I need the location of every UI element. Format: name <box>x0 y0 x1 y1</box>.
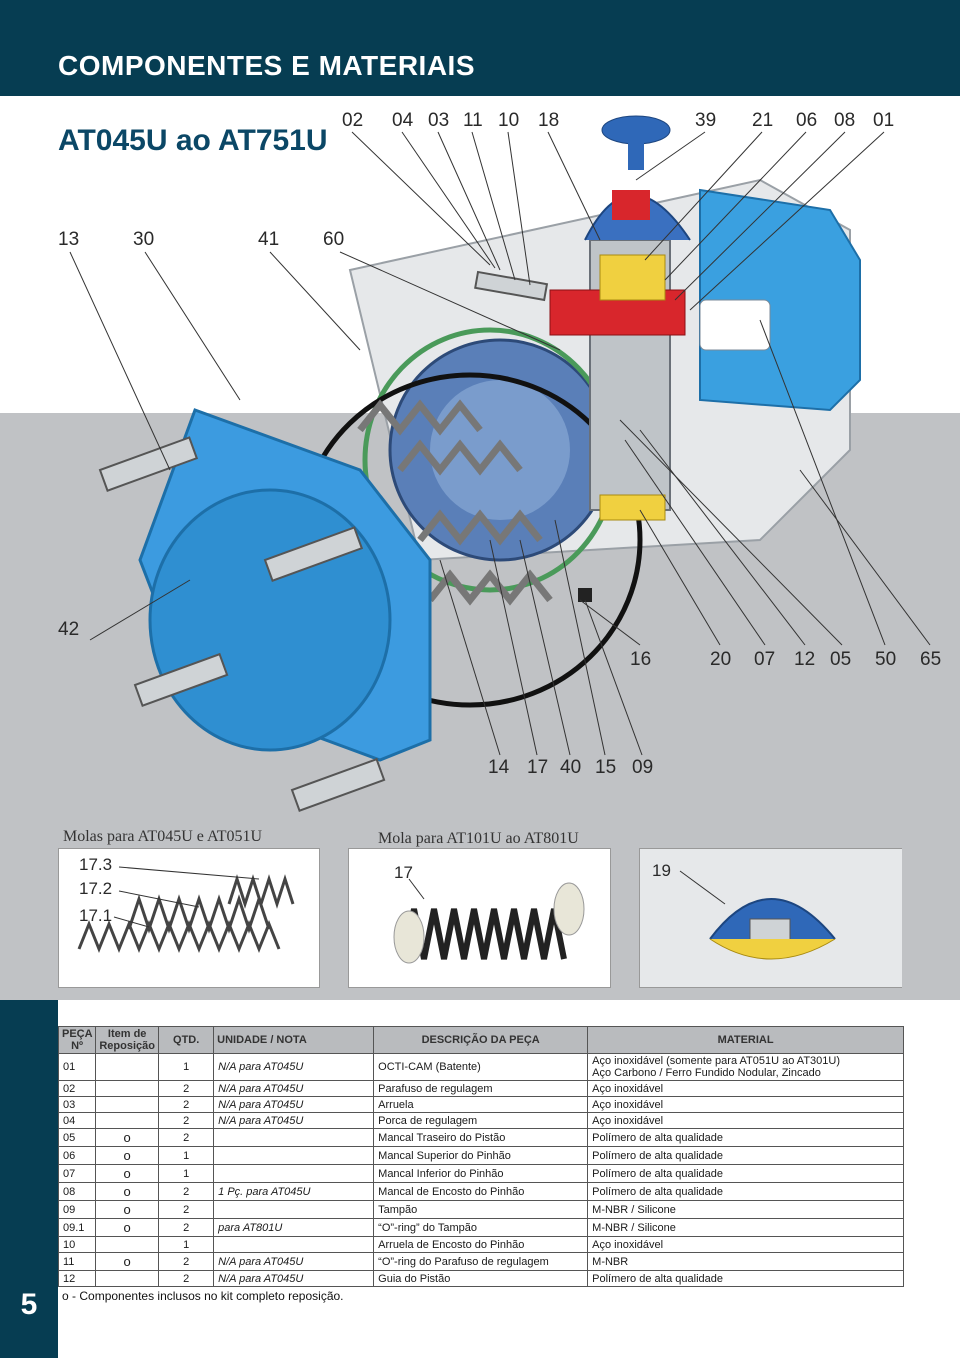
cell-peca: 06 <box>59 1147 96 1165</box>
table-row <box>59 1183 904 1201</box>
cell-nota <box>214 1129 374 1147</box>
cell-descricao: Arruela de Encosto do Pinhão <box>374 1237 588 1253</box>
material-line: Polímero de alta qualidade <box>592 1167 724 1180</box>
col-qtd: QTD. <box>159 1027 214 1054</box>
cell-nota: N/A para AT045U <box>214 1271 374 1287</box>
cell-material <box>588 1237 904 1253</box>
spring-label-17-1: 17.1 <box>79 906 113 925</box>
material-line: Polímero de alta qualidade <box>592 1272 724 1285</box>
spring-label-17: 17 <box>394 863 413 882</box>
cell-qtd: 2 <box>159 1113 214 1129</box>
cell-reposicao <box>96 1271 159 1287</box>
cell-peca: 10 <box>59 1237 96 1253</box>
cell-reposicao: o <box>96 1129 159 1147</box>
footnote <box>62 1289 344 1303</box>
cell-material <box>588 1081 904 1097</box>
callout-04: 04 <box>392 110 414 131</box>
callout-12: 12 <box>794 649 816 670</box>
cell-peca: 04 <box>59 1113 96 1129</box>
cell-qtd: 1 <box>159 1165 214 1183</box>
pinion-bearing-upper <box>600 255 665 300</box>
cell-reposicao: o <box>96 1165 159 1183</box>
spring-caption-large: Mola para AT101U ao AT801U <box>378 830 579 847</box>
footnote-symbol: o <box>62 1289 69 1303</box>
table-row <box>59 1219 904 1237</box>
cell-peca: 03 <box>59 1097 96 1113</box>
cell-reposicao: o <box>96 1147 159 1165</box>
spring-caption-small: Molas para AT045U e AT051U <box>63 828 263 845</box>
cell-material <box>588 1129 904 1147</box>
material-line: Polímero de alta qualidade <box>592 1185 724 1198</box>
cell-peca: 12 <box>59 1271 96 1287</box>
callout-13: 13 <box>58 229 80 250</box>
cell-descricao: Tampão <box>374 1201 588 1219</box>
material-line: Aço inoxidável (somente para AT051U ao AT301U) <box>592 1055 840 1067</box>
material-line: Polímero de alta qualidade <box>592 1149 724 1162</box>
cell-reposicao: o <box>96 1183 159 1201</box>
callout-17: 17 <box>527 757 549 778</box>
cell-peca: 05 <box>59 1129 96 1147</box>
model-range-title: AT045U ao AT751U <box>58 124 328 157</box>
table-row <box>59 1129 904 1147</box>
cell-descricao: “O”-ring do Parafuso de regulagem <box>374 1253 588 1271</box>
inset-detail <box>639 848 902 988</box>
material-line: Aço inoxidável <box>592 1082 664 1095</box>
table-row <box>59 1097 904 1113</box>
material-line: M-NBR / Silicone <box>592 1221 676 1234</box>
detail-label-19: 19 <box>652 861 671 880</box>
col-item: Item de Reposição <box>96 1027 159 1054</box>
cell-peca: 07 <box>59 1165 96 1183</box>
callout-40: 40 <box>560 757 582 778</box>
table-row <box>59 1201 904 1219</box>
indicator-cap <box>612 190 650 220</box>
table-row <box>59 1054 904 1081</box>
cell-reposicao <box>96 1097 159 1113</box>
cell-descricao: Porca de regulagem <box>374 1113 588 1129</box>
material-line: Aço inoxidável <box>592 1238 664 1251</box>
callout-02: 02 <box>342 110 364 131</box>
cell-nota <box>214 1165 374 1183</box>
cell-nota: 1 Pç. para AT045U <box>214 1183 374 1201</box>
cell-nota: N/A para AT045U <box>214 1054 374 1081</box>
cell-qtd: 2 <box>159 1219 214 1237</box>
cell-nota: N/A para AT045U <box>214 1113 374 1129</box>
cell-peca: 01 <box>59 1054 96 1081</box>
cell-nota: para AT801U <box>214 1219 374 1237</box>
cell-material <box>588 1219 904 1237</box>
cell-descricao: Mancal Inferior do Pinhão <box>374 1165 588 1183</box>
callout-09: 09 <box>632 757 654 778</box>
col-nota: UNIDADE / NOTA <box>214 1027 374 1054</box>
cell-nota <box>214 1237 374 1253</box>
callout-21: 21 <box>752 110 774 131</box>
col-peca: PEÇA Nº <box>59 1027 96 1054</box>
cell-material <box>588 1253 904 1271</box>
cell-reposicao: o <box>96 1201 159 1219</box>
page-title: COMPONENTES E MATERIAIS <box>58 50 476 81</box>
col-descricao: DESCRIÇÃO DA PEÇA <box>374 1027 588 1054</box>
callout-16: 16 <box>630 649 652 670</box>
callout-11: 11 <box>463 110 483 131</box>
callout-39: 39 <box>695 110 717 131</box>
callout-18: 18 <box>538 110 560 131</box>
table-row <box>59 1271 904 1287</box>
table-row <box>59 1147 904 1165</box>
cell-qtd: 2 <box>159 1097 214 1113</box>
material-line: M-NBR / Silicone <box>592 1203 676 1216</box>
table-row <box>59 1253 904 1271</box>
cell-material <box>588 1113 904 1129</box>
material-line: Aço Carbono / Ferro Fundido Nodular, Zincado <box>592 1067 821 1079</box>
inset-large-spring <box>348 848 611 988</box>
table-header-row <box>59 1027 904 1054</box>
cell-material <box>588 1054 904 1081</box>
page-number: 5 <box>0 1268 58 1358</box>
cell-reposicao <box>96 1054 159 1081</box>
cell-qtd: 1 <box>159 1147 214 1165</box>
cell-reposicao <box>96 1113 159 1129</box>
cell-qtd: 2 <box>159 1253 214 1271</box>
indicator-stem <box>628 140 644 170</box>
callout-65: 65 <box>920 649 942 670</box>
material-line: Aço inoxidável <box>592 1114 664 1127</box>
cell-nota: N/A para AT045U <box>214 1081 374 1097</box>
cell-nota: N/A para AT045U <box>214 1097 374 1113</box>
cell-descricao: Mancal Traseiro do Pistão <box>374 1129 588 1147</box>
cell-descricao: Guia do Pistão <box>374 1271 588 1287</box>
cell-qtd: 1 <box>159 1054 214 1081</box>
cell-material <box>588 1147 904 1165</box>
cell-peca: 09.1 <box>59 1219 96 1237</box>
cell-reposicao <box>96 1237 159 1253</box>
cell-qtd: 2 <box>159 1271 214 1287</box>
cell-reposicao: o <box>96 1219 159 1237</box>
cell-qtd: 2 <box>159 1201 214 1219</box>
cell-peca: 11 <box>59 1253 96 1271</box>
cell-descricao: Mancal de Encosto do Pinhão <box>374 1183 588 1201</box>
cell-peca: 08 <box>59 1183 96 1201</box>
spring-label-17-3: 17.3 <box>79 855 113 874</box>
callout-42: 42 <box>58 619 80 640</box>
callout-08: 08 <box>834 110 856 131</box>
brand-label-plate <box>700 300 770 350</box>
inset-small-springs <box>58 848 320 988</box>
cell-qtd: 2 <box>159 1081 214 1097</box>
footnote-text: - Componentes inclusos no kit completo reposição. <box>72 1289 344 1303</box>
cell-nota <box>214 1147 374 1165</box>
callout-05: 05 <box>830 649 852 670</box>
cell-reposicao <box>96 1081 159 1097</box>
cell-material <box>588 1183 904 1201</box>
material-line: M-NBR <box>592 1255 629 1268</box>
cell-descricao: “O”-ring” do Tampão <box>374 1219 588 1237</box>
cell-material <box>588 1271 904 1287</box>
cell-peca: 02 <box>59 1081 96 1097</box>
detail-indicator-drawing <box>640 849 902 987</box>
cell-descricao: Mancal Superior do Pinhão <box>374 1147 588 1165</box>
col-material: MATERIAL <box>588 1027 904 1054</box>
cell-qtd: 2 <box>159 1129 214 1147</box>
cell-reposicao: o <box>96 1253 159 1271</box>
spring-label-17-2: 17.2 <box>79 879 113 898</box>
callout-30: 30 <box>133 229 155 250</box>
cell-material <box>588 1165 904 1183</box>
callout-41: 41 <box>258 229 280 250</box>
callout-20: 20 <box>710 649 732 670</box>
cell-nota <box>214 1201 374 1219</box>
callout-06: 06 <box>796 110 818 131</box>
cell-material <box>588 1201 904 1219</box>
callout-60: 60 <box>323 229 345 250</box>
callout-50: 50 <box>875 649 897 670</box>
callout-07: 07 <box>754 649 776 670</box>
cell-material <box>588 1097 904 1113</box>
pinion-bearing-lower <box>600 495 665 520</box>
cell-nota: N/A para AT045U <box>214 1253 374 1271</box>
cell-qtd: 1 <box>159 1237 214 1253</box>
cell-descricao: OCTI-CAM (Batente) <box>374 1054 588 1081</box>
callout-03: 03 <box>428 110 450 131</box>
cell-descricao: Parafuso de regulagem <box>374 1081 588 1097</box>
table-row <box>59 1165 904 1183</box>
indicator-knob <box>602 116 670 144</box>
table-row <box>59 1081 904 1097</box>
material-line: Polímero de alta qualidade <box>592 1131 724 1144</box>
callout-14: 14 <box>488 757 510 778</box>
callout-10: 10 <box>498 110 520 131</box>
parts-table <box>58 1026 904 1287</box>
cell-peca: 09 <box>59 1201 96 1219</box>
cell-qtd: 2 <box>159 1183 214 1201</box>
callout-15: 15 <box>595 757 617 778</box>
table-row <box>59 1237 904 1253</box>
large-spring-drawing <box>349 849 611 987</box>
cell-descricao: Arruela <box>374 1097 588 1113</box>
table-row <box>59 1113 904 1129</box>
callout-01: 01 <box>873 110 895 131</box>
material-line: Aço inoxidável <box>592 1098 664 1111</box>
